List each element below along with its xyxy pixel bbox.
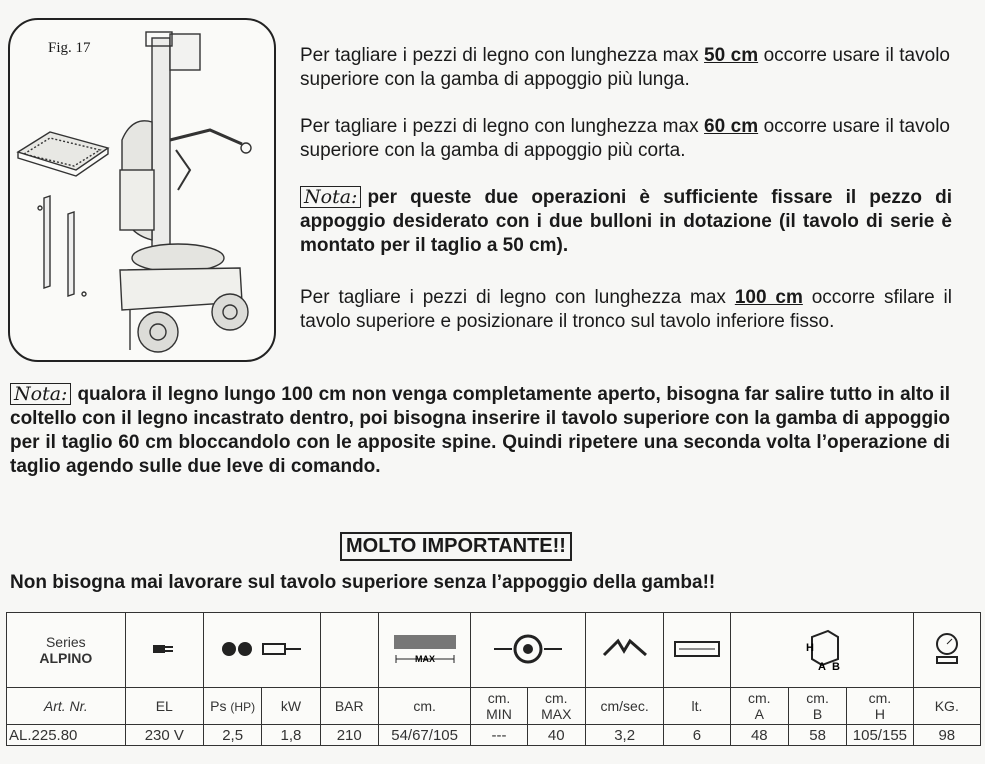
cell-kw: 1,8 (262, 725, 320, 746)
header-h-unit: cm. (868, 690, 892, 706)
cell-art: AL.225.80 (7, 725, 126, 746)
header-h (847, 688, 913, 725)
oil-tank-icon (664, 613, 730, 688)
header-speed: cm/sec. (585, 688, 663, 725)
p1-length-value: 50 cm (704, 45, 759, 66)
p4-text-after: occorre sfilare il tavolo superiore e posizionare il tronco sul tavolo inferiore fisso. (300, 287, 952, 332)
dim-h-letter: H (805, 641, 814, 654)
p1-text-before: Per tagliare i pezzi di legno con lunghezza max (300, 45, 705, 66)
header-kw: kW (262, 688, 320, 725)
header-b (788, 688, 846, 725)
header-a (730, 688, 788, 725)
cell-speed: 3,2 (585, 725, 663, 746)
header-min-label: MIN (486, 706, 512, 722)
figure-17-frame (8, 18, 276, 362)
series-label: Series (45, 634, 86, 650)
p2-text-after: occorre usare il tavolo superiore con la gamba di appoggio più corta. (300, 116, 950, 161)
icon-row (7, 613, 981, 688)
paragraph-60cm (300, 115, 950, 163)
figure-label: Fig. 17 (48, 40, 91, 56)
header-h-label: H (874, 706, 885, 722)
header-min (471, 688, 527, 725)
plug-icon (125, 613, 203, 688)
log-length-icon (378, 613, 470, 688)
header-lt: lt. (664, 688, 730, 725)
header-max-unit: cm. (544, 690, 568, 706)
note-paragraph-2 (10, 383, 950, 479)
p1-text-after: occorre usare il tavolo superiore con la gamba di appoggio più lunga. (300, 45, 950, 90)
header-el: EL (125, 688, 203, 725)
cell-max: 40 (527, 725, 585, 746)
note-1-text: per queste due operazioni è sufficiente fissare il pezzo di appoggio desiderato con i due bulloni in dotazione (il tavolo di serie è montato per il taglio a 50 cm). (300, 187, 952, 256)
warning-text: Non bisogna mai lavorare sul tavolo superiore senza l’appoggio della gamba!! (10, 572, 716, 593)
split-speed-icon (585, 613, 663, 688)
p2-length-value: 60 cm (704, 116, 759, 137)
header-a-unit: cm. (748, 690, 771, 706)
header-b-unit: cm. (806, 690, 829, 706)
header-max-label: MAX (541, 706, 572, 722)
cell-ps: 2,5 (203, 725, 261, 746)
nota-label: Nota: (10, 383, 71, 405)
dim-b-letter: B (831, 660, 840, 671)
warning-title: MOLTO IMPORTANTE!! (340, 532, 572, 561)
header-ps (203, 688, 261, 725)
cell-lt: 6 (664, 725, 730, 746)
spec-table (6, 612, 981, 746)
cell-cm: 54/67/105 (378, 725, 470, 746)
paragraph-50cm (300, 44, 950, 92)
header-kg: KG. (913, 688, 980, 725)
cell-kg: 98 (913, 725, 980, 746)
label-row (7, 688, 981, 725)
nota-label: Nota: (300, 186, 361, 208)
cell-b: 58 (788, 725, 846, 746)
header-ps-label: Ps (210, 698, 227, 714)
dim-a-letter: A (817, 660, 826, 671)
note-2-text: qualora il legno lungo 100 cm non venga completamente aperto, bisogna far salire tutto in alto il coltello con il legno incastrato dentro, poi bisogna inserire il tavolo superiore con la gamba di appoggio per il taglio 60 cm bloccandolo con le apposite spine. Quindi ripetere una seconda volta l’operazione di taglio agendo sulle due leve di comando. (10, 384, 950, 477)
note-paragraph-1 (300, 186, 952, 258)
dimensions-icon (730, 613, 913, 688)
header-b-label: B (812, 706, 823, 722)
cell-a: 48 (730, 725, 788, 746)
header-a-label: A (754, 706, 764, 722)
art-nr-label: Art. Nr. (7, 688, 126, 725)
p2-text-before: Per tagliare i pezzi di legno con lunghezza max (300, 116, 705, 137)
table-row (7, 725, 981, 746)
motor-icon (203, 613, 320, 688)
p4-text-before: Per tagliare i pezzi di legno con lunghezza max (300, 287, 735, 308)
log-splitter-illustration (10, 20, 274, 360)
paragraph-100cm (300, 286, 952, 334)
series-cell (7, 613, 126, 688)
cell-el: 230 V (125, 725, 203, 746)
header-min-unit: cm. (487, 690, 511, 706)
header-ps-unit: (HP) (230, 700, 256, 714)
log-diameter-icon (471, 613, 586, 688)
series-name: ALPINO (39, 650, 93, 666)
max-label: MAX (414, 653, 435, 664)
p4-length-value: 100 cm (734, 287, 803, 308)
cell-h: 105/155 (847, 725, 913, 746)
cell-bar: 210 (320, 725, 378, 746)
header-max (527, 688, 585, 725)
weight-gauge-icon (913, 613, 980, 688)
pressure-icon (320, 613, 378, 688)
cell-min: --- (471, 725, 527, 746)
header-cm: cm. (378, 688, 470, 725)
header-bar: BAR (320, 688, 378, 725)
